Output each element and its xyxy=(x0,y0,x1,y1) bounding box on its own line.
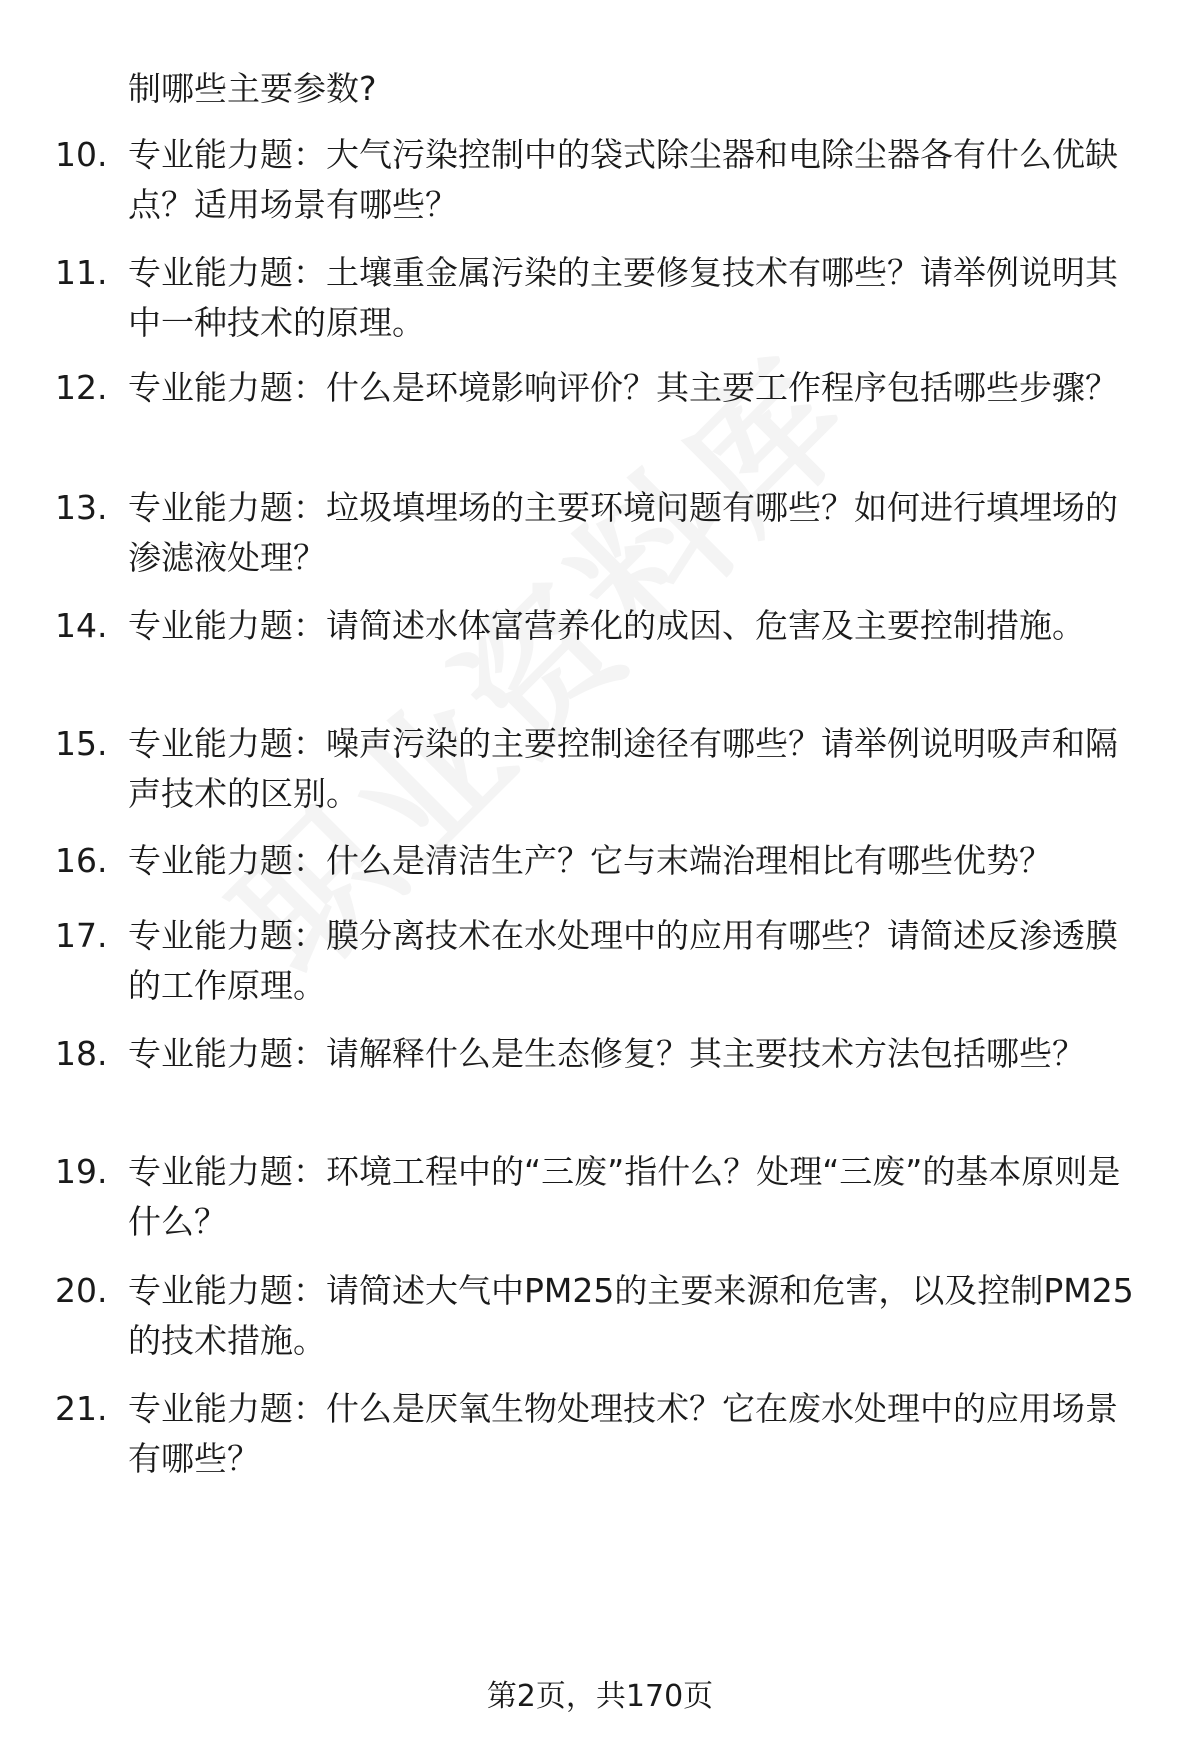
question-item xyxy=(55,248,1145,348)
question-number: 16. xyxy=(55,841,108,880)
question-text: 专业能力题：大气污染控制中的袋式除尘器和电除尘器各有什么优缺点？适用场景有哪些？ xyxy=(128,135,1118,224)
question-item xyxy=(55,363,1145,413)
question-number: 14. xyxy=(55,606,108,645)
question-text: 专业能力题：请简述大气中PM25的主要来源和危害，以及控制PM25的技术措施。 xyxy=(128,1271,1134,1360)
question-item xyxy=(55,1384,1145,1484)
question-text: 专业能力题：土壤重金属污染的主要修复技术有哪些？请举例说明其中一种技术的原理。 xyxy=(128,253,1118,342)
question-number: 18. xyxy=(55,1034,108,1073)
page-footer: 第2页，共170页 xyxy=(486,1679,714,1714)
continuation-line: 制哪些主要参数? xyxy=(128,69,377,108)
question-number: 17. xyxy=(55,916,108,955)
question-item xyxy=(55,130,1145,230)
question-item xyxy=(55,836,1145,886)
question-text: 专业能力题：环境工程中的“三废”指什么？处理“三废”的基本原则是什么？ xyxy=(128,1152,1121,1241)
question-number: 12. xyxy=(55,368,108,407)
question-text: 专业能力题：请简述水体富营养化的成因、危害及主要控制措施。 xyxy=(128,606,1085,645)
question-number: 20. xyxy=(55,1271,108,1310)
question-text: 专业能力题：膜分离技术在水处理中的应用有哪些？请简述反渗透膜的工作原理。 xyxy=(128,916,1118,1005)
question-text: 专业能力题：什么是清洁生产？它与末端治理相比有哪些优势？ xyxy=(128,841,1052,880)
question-item xyxy=(55,1266,1145,1366)
question-number: 13. xyxy=(55,488,108,527)
question-text: 专业能力题：垃圾填埋场的主要环境问题有哪些？如何进行填埋场的渗滤液处理？ xyxy=(128,488,1118,577)
question-item xyxy=(55,601,1145,651)
question-item xyxy=(55,1147,1145,1247)
question-item xyxy=(55,1029,1145,1079)
question-text: 专业能力题：噪声污染的主要控制途径有哪些？请举例说明吸声和隔声技术的区别。 xyxy=(128,724,1118,813)
question-item xyxy=(55,719,1145,819)
question-number: 15. xyxy=(55,724,108,763)
question-item xyxy=(55,483,1145,583)
question-number: 10. xyxy=(55,135,108,174)
question-number: 21. xyxy=(55,1389,108,1428)
question-text: 专业能力题：请解释什么是生态修复？其主要技术方法包括哪些？ xyxy=(128,1034,1085,1073)
question-text: 专业能力题：什么是环境影响评价？其主要工作程序包括哪些步骤？ xyxy=(128,368,1118,407)
question-text: 专业能力题：什么是厌氧生物处理技术？它在废水处理中的应用场景有哪些？ xyxy=(128,1389,1118,1478)
question-number: 11. xyxy=(55,253,108,292)
question-number: 19. xyxy=(55,1152,108,1191)
question-item xyxy=(55,911,1145,1011)
